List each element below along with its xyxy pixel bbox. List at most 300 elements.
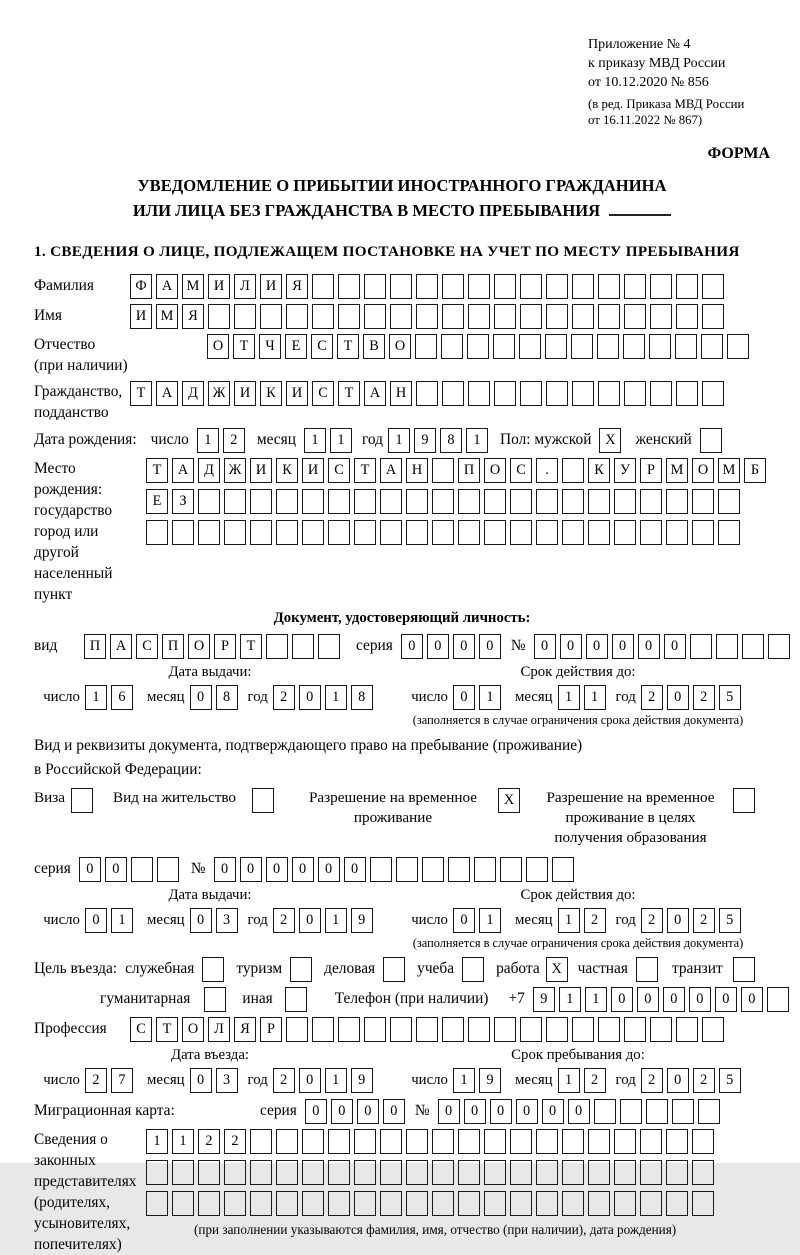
char-cell[interactable]: Т bbox=[337, 334, 359, 359]
char-cell[interactable] bbox=[733, 957, 755, 982]
char-cell[interactable]: 0 bbox=[667, 908, 689, 933]
char-cell[interactable]: 1 bbox=[197, 428, 219, 453]
char-cell[interactable]: 0 bbox=[453, 634, 475, 659]
char-cell[interactable] bbox=[250, 520, 272, 545]
char-cell[interactable] bbox=[442, 381, 464, 406]
char-cell[interactable] bbox=[520, 274, 542, 299]
char-cell[interactable]: 1 bbox=[325, 1068, 347, 1093]
char-cell[interactable]: 3 bbox=[216, 1068, 238, 1093]
char-cell[interactable] bbox=[468, 274, 490, 299]
char-cell[interactable]: 1 bbox=[111, 908, 133, 933]
char-cell[interactable]: Д bbox=[198, 458, 220, 483]
char-cell[interactable] bbox=[562, 520, 584, 545]
char-cell[interactable]: 1 bbox=[584, 685, 606, 710]
char-cell[interactable]: Е bbox=[285, 334, 307, 359]
char-cell[interactable] bbox=[649, 334, 671, 359]
char-cell[interactable] bbox=[484, 489, 506, 514]
char-cell[interactable] bbox=[646, 1099, 668, 1124]
char-cell[interactable]: 0 bbox=[490, 1099, 512, 1124]
char-cell[interactable]: И bbox=[250, 458, 272, 483]
char-cell[interactable]: Р bbox=[260, 1017, 282, 1042]
char-cell[interactable]: Р bbox=[214, 634, 236, 659]
char-cell[interactable] bbox=[370, 857, 392, 882]
char-cell[interactable]: О bbox=[389, 334, 411, 359]
char-cell[interactable]: А bbox=[110, 634, 132, 659]
char-cell[interactable] bbox=[172, 1160, 194, 1185]
char-cell[interactable] bbox=[157, 857, 179, 882]
char-cell[interactable] bbox=[676, 1017, 698, 1042]
char-cell[interactable]: 0 bbox=[534, 634, 556, 659]
char-cell[interactable]: И bbox=[130, 304, 152, 329]
char-cell[interactable]: 5 bbox=[719, 908, 741, 933]
char-cell[interactable]: Т bbox=[233, 334, 255, 359]
char-cell[interactable]: Т bbox=[240, 634, 262, 659]
char-cell[interactable] bbox=[484, 1160, 506, 1185]
char-cell[interactable] bbox=[432, 1160, 454, 1185]
char-cell[interactable]: 0 bbox=[299, 685, 321, 710]
char-cell[interactable]: 3 bbox=[216, 908, 238, 933]
char-cell[interactable] bbox=[676, 274, 698, 299]
char-cell[interactable] bbox=[692, 520, 714, 545]
char-cell[interactable]: 1 bbox=[466, 428, 488, 453]
char-cell[interactable] bbox=[742, 634, 764, 659]
char-cell[interactable] bbox=[698, 1099, 720, 1124]
char-cell[interactable] bbox=[702, 274, 724, 299]
char-cell[interactable] bbox=[614, 1191, 636, 1216]
char-cell[interactable] bbox=[468, 304, 490, 329]
char-cell[interactable] bbox=[624, 381, 646, 406]
char-cell[interactable] bbox=[562, 1160, 584, 1185]
char-cell[interactable]: И bbox=[208, 274, 230, 299]
char-cell[interactable]: О bbox=[182, 1017, 204, 1042]
char-cell[interactable]: Т bbox=[338, 381, 360, 406]
char-cell[interactable] bbox=[676, 304, 698, 329]
char-cell[interactable]: 0 bbox=[586, 634, 608, 659]
char-cell[interactable]: Я bbox=[234, 1017, 256, 1042]
char-cell[interactable] bbox=[536, 1129, 558, 1154]
char-cell[interactable] bbox=[416, 381, 438, 406]
char-cell[interactable]: 0 bbox=[105, 857, 127, 882]
char-cell[interactable] bbox=[364, 1017, 386, 1042]
char-cell[interactable] bbox=[650, 1017, 672, 1042]
char-cell[interactable] bbox=[328, 520, 350, 545]
char-cell[interactable]: 1 bbox=[479, 685, 501, 710]
char-cell[interactable] bbox=[364, 304, 386, 329]
char-cell[interactable] bbox=[380, 1160, 402, 1185]
char-cell[interactable] bbox=[614, 1129, 636, 1154]
char-cell[interactable] bbox=[767, 987, 789, 1012]
char-cell[interactable] bbox=[598, 381, 620, 406]
char-cell[interactable] bbox=[572, 381, 594, 406]
char-cell[interactable] bbox=[462, 957, 484, 982]
char-cell[interactable]: Ж bbox=[224, 458, 246, 483]
char-cell[interactable]: 0 bbox=[663, 987, 685, 1012]
char-cell[interactable] bbox=[510, 520, 532, 545]
char-cell[interactable] bbox=[328, 489, 350, 514]
char-cell[interactable] bbox=[292, 634, 314, 659]
char-cell[interactable] bbox=[172, 1191, 194, 1216]
char-cell[interactable]: 0 bbox=[318, 857, 340, 882]
char-cell[interactable]: 1 bbox=[388, 428, 410, 453]
char-cell[interactable] bbox=[520, 304, 542, 329]
char-cell[interactable] bbox=[546, 274, 568, 299]
char-cell[interactable] bbox=[266, 634, 288, 659]
char-cell[interactable]: 0 bbox=[560, 634, 582, 659]
char-cell[interactable] bbox=[640, 520, 662, 545]
char-cell[interactable]: 0 bbox=[453, 908, 475, 933]
char-cell[interactable]: 0 bbox=[214, 857, 236, 882]
char-cell[interactable]: 2 bbox=[693, 908, 715, 933]
char-cell[interactable]: О bbox=[692, 458, 714, 483]
char-cell[interactable] bbox=[276, 1129, 298, 1154]
char-cell[interactable]: Н bbox=[406, 458, 428, 483]
char-cell[interactable]: 1 bbox=[479, 908, 501, 933]
char-cell[interactable]: М bbox=[182, 274, 204, 299]
char-cell[interactable] bbox=[328, 1191, 350, 1216]
char-cell[interactable]: Ж bbox=[208, 381, 230, 406]
char-cell[interactable] bbox=[364, 274, 386, 299]
char-cell[interactable] bbox=[458, 1129, 480, 1154]
char-cell[interactable] bbox=[484, 1191, 506, 1216]
char-cell[interactable] bbox=[202, 957, 224, 982]
char-cell[interactable] bbox=[598, 1017, 620, 1042]
char-cell[interactable] bbox=[442, 1017, 464, 1042]
char-cell[interactable] bbox=[733, 788, 755, 813]
char-cell[interactable] bbox=[666, 520, 688, 545]
char-cell[interactable] bbox=[172, 520, 194, 545]
char-cell[interactable]: Ф bbox=[130, 274, 152, 299]
char-cell[interactable] bbox=[692, 1129, 714, 1154]
char-cell[interactable]: 0 bbox=[401, 634, 423, 659]
char-cell[interactable] bbox=[510, 489, 532, 514]
char-cell[interactable] bbox=[546, 1017, 568, 1042]
char-cell[interactable] bbox=[432, 1191, 454, 1216]
char-cell[interactable]: 2 bbox=[641, 908, 663, 933]
char-cell[interactable]: 0 bbox=[689, 987, 711, 1012]
char-cell[interactable]: 1 bbox=[558, 685, 580, 710]
char-cell[interactable] bbox=[432, 489, 454, 514]
char-cell[interactable] bbox=[536, 1160, 558, 1185]
char-cell[interactable] bbox=[624, 304, 646, 329]
char-cell[interactable] bbox=[71, 788, 93, 813]
char-cell[interactable] bbox=[594, 1099, 616, 1124]
char-cell[interactable]: Е bbox=[146, 489, 168, 514]
char-cell[interactable] bbox=[768, 634, 790, 659]
char-cell[interactable]: 0 bbox=[741, 987, 763, 1012]
char-cell[interactable] bbox=[718, 520, 740, 545]
char-cell[interactable] bbox=[380, 520, 402, 545]
char-cell[interactable]: А bbox=[364, 381, 386, 406]
char-cell[interactable]: С bbox=[510, 458, 532, 483]
char-cell[interactable] bbox=[224, 489, 246, 514]
char-cell[interactable]: 1 bbox=[85, 685, 107, 710]
char-cell[interactable] bbox=[338, 1017, 360, 1042]
char-cell[interactable]: 0 bbox=[453, 685, 475, 710]
char-cell[interactable]: 0 bbox=[266, 857, 288, 882]
char-cell[interactable]: 0 bbox=[357, 1099, 379, 1124]
char-cell[interactable]: X bbox=[546, 957, 568, 982]
char-cell[interactable]: 2 bbox=[584, 908, 606, 933]
char-cell[interactable] bbox=[250, 489, 272, 514]
char-cell[interactable] bbox=[354, 1160, 376, 1185]
char-cell[interactable] bbox=[510, 1160, 532, 1185]
char-cell[interactable]: С bbox=[130, 1017, 152, 1042]
char-cell[interactable] bbox=[572, 304, 594, 329]
char-cell[interactable]: 0 bbox=[299, 1068, 321, 1093]
char-cell[interactable]: X bbox=[498, 788, 520, 813]
char-cell[interactable]: 0 bbox=[292, 857, 314, 882]
char-cell[interactable] bbox=[380, 489, 402, 514]
char-cell[interactable] bbox=[640, 1191, 662, 1216]
char-cell[interactable] bbox=[390, 1017, 412, 1042]
char-cell[interactable]: 0 bbox=[638, 634, 660, 659]
char-cell[interactable]: К bbox=[588, 458, 610, 483]
char-cell[interactable] bbox=[390, 274, 412, 299]
char-cell[interactable] bbox=[416, 304, 438, 329]
char-cell[interactable] bbox=[650, 304, 672, 329]
char-cell[interactable] bbox=[416, 1017, 438, 1042]
char-cell[interactable]: А bbox=[380, 458, 402, 483]
char-cell[interactable] bbox=[546, 381, 568, 406]
char-cell[interactable] bbox=[338, 274, 360, 299]
char-cell[interactable] bbox=[380, 1191, 402, 1216]
char-cell[interactable]: 0 bbox=[637, 987, 659, 1012]
char-cell[interactable] bbox=[700, 428, 722, 453]
char-cell[interactable]: 0 bbox=[542, 1099, 564, 1124]
char-cell[interactable] bbox=[290, 957, 312, 982]
char-cell[interactable] bbox=[276, 1160, 298, 1185]
char-cell[interactable]: И bbox=[286, 381, 308, 406]
char-cell[interactable] bbox=[416, 274, 438, 299]
char-cell[interactable] bbox=[302, 1191, 324, 1216]
char-cell[interactable] bbox=[198, 520, 220, 545]
char-cell[interactable] bbox=[354, 520, 376, 545]
char-cell[interactable]: Я bbox=[286, 274, 308, 299]
char-cell[interactable] bbox=[276, 520, 298, 545]
char-cell[interactable]: А bbox=[172, 458, 194, 483]
char-cell[interactable] bbox=[396, 857, 418, 882]
char-cell[interactable]: 0 bbox=[516, 1099, 538, 1124]
char-cell[interactable] bbox=[442, 274, 464, 299]
char-cell[interactable]: 2 bbox=[641, 685, 663, 710]
char-cell[interactable] bbox=[198, 1191, 220, 1216]
char-cell[interactable]: П bbox=[162, 634, 184, 659]
char-cell[interactable] bbox=[224, 1191, 246, 1216]
char-cell[interactable] bbox=[146, 1160, 168, 1185]
char-cell[interactable] bbox=[441, 334, 463, 359]
char-cell[interactable] bbox=[702, 381, 724, 406]
char-cell[interactable] bbox=[675, 334, 697, 359]
char-cell[interactable] bbox=[484, 1129, 506, 1154]
char-cell[interactable] bbox=[312, 304, 334, 329]
char-cell[interactable] bbox=[328, 1129, 350, 1154]
char-cell[interactable]: 2 bbox=[641, 1068, 663, 1093]
char-cell[interactable]: 0 bbox=[344, 857, 366, 882]
char-cell[interactable] bbox=[338, 304, 360, 329]
char-cell[interactable]: 2 bbox=[273, 908, 295, 933]
char-cell[interactable]: 7 bbox=[111, 1068, 133, 1093]
char-cell[interactable] bbox=[131, 857, 153, 882]
char-cell[interactable]: У bbox=[614, 458, 636, 483]
char-cell[interactable] bbox=[224, 1160, 246, 1185]
char-cell[interactable] bbox=[718, 489, 740, 514]
char-cell[interactable] bbox=[354, 1129, 376, 1154]
char-cell[interactable] bbox=[666, 1129, 688, 1154]
char-cell[interactable] bbox=[494, 304, 516, 329]
char-cell[interactable] bbox=[468, 381, 490, 406]
char-cell[interactable]: 8 bbox=[351, 685, 373, 710]
char-cell[interactable] bbox=[614, 489, 636, 514]
char-cell[interactable]: 1 bbox=[558, 908, 580, 933]
char-cell[interactable]: С bbox=[311, 334, 333, 359]
char-cell[interactable] bbox=[519, 334, 541, 359]
char-cell[interactable]: 2 bbox=[273, 685, 295, 710]
char-cell[interactable] bbox=[380, 1129, 402, 1154]
char-cell[interactable]: Л bbox=[208, 1017, 230, 1042]
char-cell[interactable] bbox=[510, 1129, 532, 1154]
char-cell[interactable] bbox=[666, 1191, 688, 1216]
char-cell[interactable]: 9 bbox=[351, 908, 373, 933]
char-cell[interactable] bbox=[716, 634, 738, 659]
char-cell[interactable] bbox=[562, 1191, 584, 1216]
char-cell[interactable]: 9 bbox=[414, 428, 436, 453]
char-cell[interactable] bbox=[672, 1099, 694, 1124]
char-cell[interactable] bbox=[302, 1160, 324, 1185]
char-cell[interactable]: 0 bbox=[85, 908, 107, 933]
char-cell[interactable] bbox=[494, 1017, 516, 1042]
char-cell[interactable] bbox=[650, 381, 672, 406]
char-cell[interactable] bbox=[458, 1160, 480, 1185]
char-cell[interactable]: 0 bbox=[190, 685, 212, 710]
char-cell[interactable]: 8 bbox=[216, 685, 238, 710]
char-cell[interactable]: В bbox=[363, 334, 385, 359]
char-cell[interactable] bbox=[692, 489, 714, 514]
char-cell[interactable]: М bbox=[718, 458, 740, 483]
char-cell[interactable]: 2 bbox=[198, 1129, 220, 1154]
char-cell[interactable] bbox=[442, 304, 464, 329]
char-cell[interactable] bbox=[636, 957, 658, 982]
char-cell[interactable]: 1 bbox=[558, 1068, 580, 1093]
char-cell[interactable]: 0 bbox=[612, 634, 634, 659]
char-cell[interactable] bbox=[234, 304, 256, 329]
char-cell[interactable]: Т bbox=[156, 1017, 178, 1042]
char-cell[interactable] bbox=[640, 1160, 662, 1185]
char-cell[interactable]: Ч bbox=[259, 334, 281, 359]
char-cell[interactable] bbox=[640, 489, 662, 514]
char-cell[interactable]: 1 bbox=[304, 428, 326, 453]
char-cell[interactable] bbox=[624, 1017, 646, 1042]
char-cell[interactable]: С bbox=[136, 634, 158, 659]
char-cell[interactable]: X bbox=[599, 428, 621, 453]
char-cell[interactable] bbox=[406, 489, 428, 514]
char-cell[interactable]: 1 bbox=[585, 987, 607, 1012]
char-cell[interactable]: Т bbox=[354, 458, 376, 483]
char-cell[interactable] bbox=[536, 1191, 558, 1216]
char-cell[interactable] bbox=[692, 1191, 714, 1216]
char-cell[interactable] bbox=[250, 1160, 272, 1185]
char-cell[interactable] bbox=[571, 334, 593, 359]
char-cell[interactable]: З bbox=[172, 489, 194, 514]
char-cell[interactable] bbox=[286, 1017, 308, 1042]
char-cell[interactable]: Л bbox=[234, 274, 256, 299]
char-cell[interactable] bbox=[614, 520, 636, 545]
char-cell[interactable]: Т bbox=[130, 381, 152, 406]
char-cell[interactable]: 6 bbox=[111, 685, 133, 710]
char-cell[interactable] bbox=[252, 788, 274, 813]
char-cell[interactable]: К bbox=[276, 458, 298, 483]
char-cell[interactable]: С bbox=[312, 381, 334, 406]
char-cell[interactable] bbox=[260, 304, 282, 329]
char-cell[interactable] bbox=[415, 334, 437, 359]
char-cell[interactable] bbox=[623, 334, 645, 359]
char-cell[interactable]: 0 bbox=[427, 634, 449, 659]
char-cell[interactable]: И bbox=[302, 458, 324, 483]
char-cell[interactable] bbox=[467, 334, 489, 359]
char-cell[interactable] bbox=[146, 1191, 168, 1216]
char-cell[interactable] bbox=[588, 1191, 610, 1216]
char-cell[interactable] bbox=[598, 274, 620, 299]
char-cell[interactable] bbox=[494, 381, 516, 406]
char-cell[interactable] bbox=[676, 381, 698, 406]
char-cell[interactable] bbox=[302, 489, 324, 514]
char-cell[interactable]: 2 bbox=[693, 1068, 715, 1093]
char-cell[interactable]: 0 bbox=[568, 1099, 590, 1124]
char-cell[interactable] bbox=[250, 1129, 272, 1154]
char-cell[interactable]: 0 bbox=[383, 1099, 405, 1124]
char-cell[interactable]: 0 bbox=[299, 908, 321, 933]
char-cell[interactable] bbox=[526, 857, 548, 882]
char-cell[interactable] bbox=[312, 1017, 334, 1042]
char-cell[interactable] bbox=[588, 1160, 610, 1185]
char-cell[interactable]: О bbox=[188, 634, 210, 659]
char-cell[interactable] bbox=[354, 1191, 376, 1216]
char-cell[interactable] bbox=[536, 489, 558, 514]
char-cell[interactable] bbox=[448, 857, 470, 882]
char-cell[interactable]: 0 bbox=[305, 1099, 327, 1124]
char-cell[interactable] bbox=[406, 520, 428, 545]
char-cell[interactable] bbox=[493, 334, 515, 359]
char-cell[interactable]: М bbox=[666, 458, 688, 483]
char-cell[interactable] bbox=[383, 957, 405, 982]
char-cell[interactable]: О bbox=[484, 458, 506, 483]
char-cell[interactable] bbox=[474, 857, 496, 882]
char-cell[interactable]: П bbox=[458, 458, 480, 483]
char-cell[interactable]: К bbox=[260, 381, 282, 406]
char-cell[interactable]: 0 bbox=[611, 987, 633, 1012]
char-cell[interactable] bbox=[562, 458, 584, 483]
char-cell[interactable] bbox=[552, 857, 574, 882]
char-cell[interactable] bbox=[572, 274, 594, 299]
char-cell[interactable] bbox=[276, 489, 298, 514]
char-cell[interactable]: С bbox=[328, 458, 350, 483]
char-cell[interactable]: 0 bbox=[715, 987, 737, 1012]
char-cell[interactable] bbox=[312, 274, 334, 299]
char-cell[interactable]: 2 bbox=[223, 428, 245, 453]
char-cell[interactable] bbox=[302, 1129, 324, 1154]
char-cell[interactable]: 0 bbox=[79, 857, 101, 882]
char-cell[interactable]: 5 bbox=[719, 1068, 741, 1093]
char-cell[interactable] bbox=[468, 1017, 490, 1042]
char-cell[interactable] bbox=[250, 1191, 272, 1216]
char-cell[interactable] bbox=[510, 1191, 532, 1216]
char-cell[interactable]: 0 bbox=[464, 1099, 486, 1124]
char-cell[interactable]: И bbox=[234, 381, 256, 406]
char-cell[interactable] bbox=[432, 520, 454, 545]
char-cell[interactable] bbox=[458, 1191, 480, 1216]
char-cell[interactable] bbox=[588, 520, 610, 545]
char-cell[interactable]: 1 bbox=[325, 908, 347, 933]
char-cell[interactable]: 0 bbox=[667, 1068, 689, 1093]
